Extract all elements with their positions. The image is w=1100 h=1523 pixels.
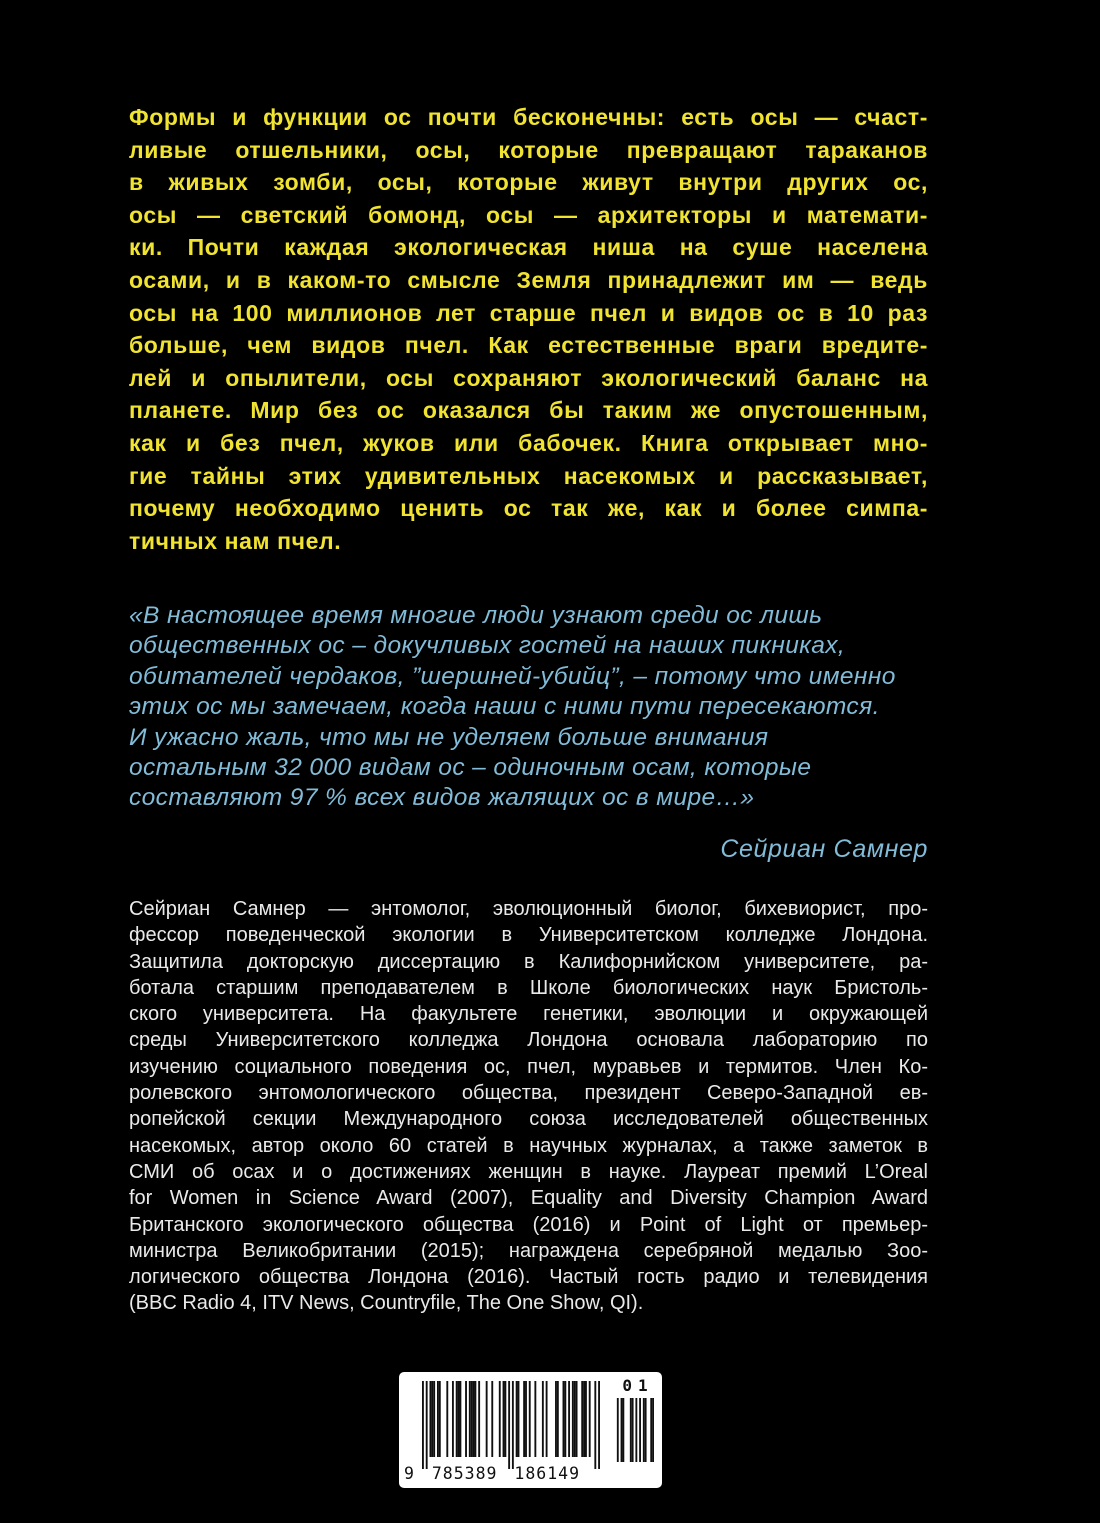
text-line: ропейской секции Международного союза исследователей общественных: [129, 1108, 928, 1131]
text-line: ливые отшельники, осы, которые превращают тараканов: [129, 136, 928, 163]
text-line: тичных нам пчел.: [129, 527, 342, 554]
text-line: общественных ос – докучливых гостей на наших пикниках,: [129, 632, 846, 660]
barcode: [399, 1372, 662, 1488]
text-line: Британского экологического общества (2016) и Point of Light от премьер-: [129, 1213, 928, 1236]
annotation-paragraph: [129, 101, 928, 557]
author-bio-paragraph: [129, 896, 928, 1317]
text-line: (BBC Radio 4, ITV News, Countryfile, The One Show, QI).: [129, 1292, 644, 1315]
text-line: осы — светский бомонд, осы — архитекторы и математи-: [129, 201, 928, 228]
barcode-addon-label: 01: [622, 1376, 654, 1395]
text-line: составляют 97 % всех видов жалящих ос в мире…»: [129, 784, 755, 812]
text-line: Защитила докторскую диссертацию в Калифорнийском университете, ра-: [129, 950, 928, 973]
text-line: обитателей чердаков, ”шершней-убийц”, – потому что именно: [129, 662, 896, 690]
text-line: больше, чем видов пчел. Как естественные враги вредите-: [129, 332, 928, 359]
barcode-addon-bars: [615, 1398, 654, 1462]
text-line: изучению социального поведения ос, пчел, муравьев и термитов. Член Ко-: [129, 1055, 928, 1078]
text-line: «В настоящее время многие люди узнают среди ос лишь: [129, 602, 823, 629]
review-quote: [129, 601, 928, 814]
text-line: как и без пчел, жуков или бабочек. Книга открывает мно-: [129, 429, 928, 456]
text-line: Сейриан Самнер — энтомолог, эволюционный биолог, бихевиорист, про-: [129, 898, 928, 920]
text-line: осы на 100 миллионов лет старше пчел и видов ос в 10 раз: [129, 299, 928, 326]
barcode-bars: [422, 1381, 600, 1471]
text-line: министра Великобритании (2015); награждена серебряной медалью Зоо-: [129, 1239, 928, 1262]
text-line: ки. Почти каждая экологическая ниша на суше населена: [129, 234, 928, 261]
text-line: ботала старшим преподавателем в Школе биологических наук Бристоль-: [129, 976, 928, 999]
text-line: в живых зомби, осы, которые живут внутри других ос,: [129, 169, 928, 196]
text-line: for Women in Science Award (2007), Equality and Diversity Champion Award: [129, 1187, 928, 1210]
text-line: остальным 32 000 видам ос – одиночным осам, которые: [129, 754, 812, 782]
text-line: этих ос мы замечаем, когда наши с ними пути пересекаются.: [129, 693, 880, 721]
text-line: планете. Мир без ос оказался бы таким же опустошенным,: [129, 397, 928, 424]
text-line: ского университета. На факультете генетики, эволюции и окружающей: [129, 1003, 928, 1026]
text-line: гие тайны этих удивительных насекомых и рассказывает,: [129, 462, 928, 489]
barcode-digits: 9 785389 186149: [404, 1464, 581, 1483]
text-line: СМИ об осах и о достижениях женщин в науке. Лауреат премий L’Oreal: [129, 1160, 928, 1183]
text-line: лей и опылители, осы сохраняют экологический баланс на: [129, 364, 928, 391]
quote-attribution: Сейриан Самнер: [720, 835, 928, 863]
text-line: И ужасно жаль, что мы не уделяем больше внимания: [129, 723, 769, 751]
text-line: фессор поведенческой экологии в Университетском колледже Лондона.: [129, 924, 928, 947]
text-line: осами, и в каком-то смысле Земля принадлежит им — ведь: [129, 266, 928, 293]
text-line: Формы и функции ос почти бесконечны: есть осы — счаст-: [129, 104, 928, 130]
text-line: почему необходимо ценить ос так же, как и более симпа-: [129, 495, 928, 522]
text-line: ролевского энтомологического общества, президент Северо-Западной ев-: [129, 1082, 928, 1105]
text-line: среды Университетского колледжа Лондона основала лабораторию по: [129, 1029, 928, 1052]
text-line: логического общества Лондона (2016). Частый гость радио и телевидения: [129, 1266, 928, 1289]
text-line: насекомых, автор около 60 статей в научных журналах, а также заметок в: [129, 1134, 928, 1157]
